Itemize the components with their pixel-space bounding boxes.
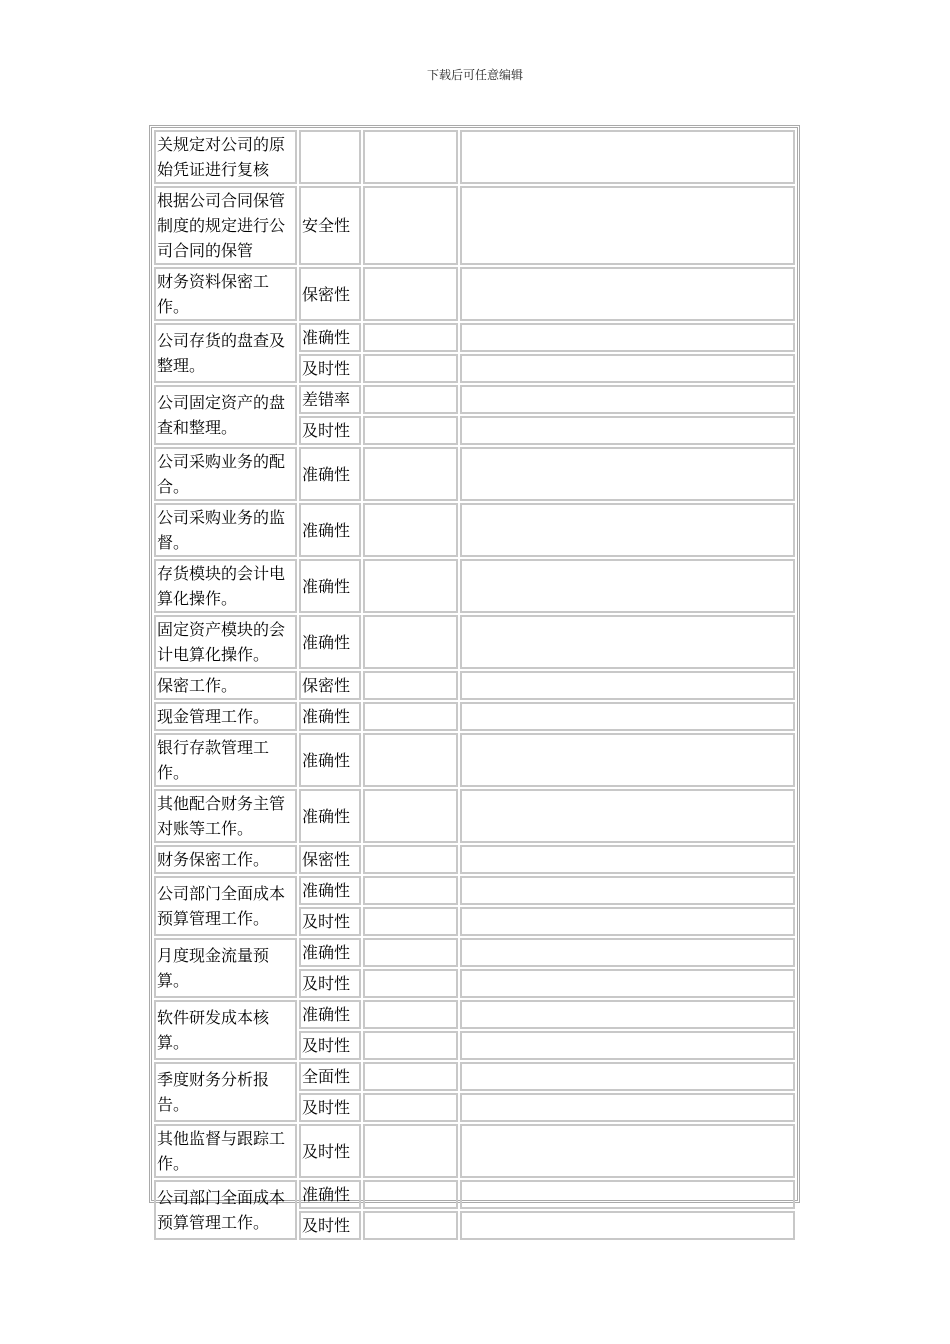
criteria-cell: 安全性 <box>299 186 361 265</box>
empty-cell <box>363 416 458 445</box>
table-row <box>154 267 795 321</box>
task-cell: 其他监督与跟踪工作。 <box>154 1124 297 1178</box>
criteria-cell: 准确性 <box>299 733 361 787</box>
empty-cell <box>460 1180 795 1209</box>
empty-cell <box>460 503 795 557</box>
criteria-cell: 准确性 <box>299 615 361 669</box>
empty-cell <box>460 1211 795 1240</box>
criteria-cell: 及时性 <box>299 354 361 383</box>
empty-cell <box>363 1211 458 1240</box>
task-cell: 公司部门全面成本预算管理工作。 <box>154 1180 297 1240</box>
criteria-cell: 保密性 <box>299 671 361 700</box>
task-cell: 公司采购业务的监督。 <box>154 503 297 557</box>
task-cell: 根据公司合同保管制度的规定进行公司合同的保管 <box>154 186 297 265</box>
empty-cell <box>460 385 795 414</box>
criteria-cell: 全面性 <box>299 1062 361 1091</box>
empty-cell <box>460 1000 795 1029</box>
criteria-cell: 准确性 <box>299 1000 361 1029</box>
empty-cell <box>460 447 795 501</box>
empty-cell <box>460 130 795 184</box>
empty-cell <box>460 733 795 787</box>
empty-cell <box>363 1031 458 1060</box>
empty-cell <box>363 1062 458 1091</box>
criteria-cell: 及时性 <box>299 1031 361 1060</box>
empty-cell <box>363 447 458 501</box>
task-cell: 财务资料保密工作。 <box>154 267 297 321</box>
empty-cell <box>460 702 795 731</box>
empty-cell <box>363 845 458 874</box>
table-row <box>154 1124 795 1178</box>
criteria-cell: 及时性 <box>299 969 361 998</box>
table-body <box>154 130 795 1240</box>
empty-cell <box>363 267 458 321</box>
empty-cell <box>363 559 458 613</box>
task-cell: 存货模块的会计电算化操作。 <box>154 559 297 613</box>
task-cell: 公司采购业务的配合。 <box>154 447 297 501</box>
criteria-cell: 及时性 <box>299 907 361 936</box>
task-cell: 固定资产模块的会计电算化操作。 <box>154 615 297 669</box>
criteria-cell: 准确性 <box>299 447 361 501</box>
empty-cell <box>363 733 458 787</box>
task-cell: 季度财务分析报告。 <box>154 1062 297 1122</box>
empty-cell <box>363 1180 458 1209</box>
criteria-cell <box>299 130 361 184</box>
criteria-cell: 及时性 <box>299 1093 361 1122</box>
criteria-cell: 及时性 <box>299 1124 361 1178</box>
table-row <box>154 845 795 874</box>
table-row <box>154 615 795 669</box>
criteria-cell: 准确性 <box>299 559 361 613</box>
table-row <box>154 447 795 501</box>
empty-cell <box>460 559 795 613</box>
task-cell: 保密工作。 <box>154 671 297 700</box>
task-cell: 关规定对公司的原始凭证进行复核 <box>154 130 297 184</box>
empty-cell <box>363 130 458 184</box>
task-cell: 其他配合财务主管对账等工作。 <box>154 789 297 843</box>
empty-cell <box>363 385 458 414</box>
empty-cell <box>460 1124 795 1178</box>
table-row <box>154 503 795 557</box>
empty-cell <box>460 1093 795 1122</box>
table-row <box>154 1062 795 1091</box>
task-cell: 现金管理工作。 <box>154 702 297 731</box>
empty-cell <box>460 186 795 265</box>
criteria-cell: 准确性 <box>299 876 361 905</box>
empty-cell <box>460 267 795 321</box>
task-cell: 公司存货的盘查及整理。 <box>154 323 297 383</box>
empty-cell <box>363 671 458 700</box>
empty-cell <box>363 615 458 669</box>
empty-cell <box>363 1000 458 1029</box>
empty-cell <box>363 1124 458 1178</box>
table-row <box>154 671 795 700</box>
criteria-cell: 准确性 <box>299 503 361 557</box>
criteria-cell: 差错率 <box>299 385 361 414</box>
criteria-cell: 准确性 <box>299 938 361 967</box>
empty-cell <box>460 671 795 700</box>
empty-cell <box>460 354 795 383</box>
empty-cell <box>460 845 795 874</box>
empty-cell <box>460 969 795 998</box>
assessment-table <box>149 125 800 1235</box>
table-row <box>154 1180 795 1209</box>
table-row <box>154 186 795 265</box>
table-row <box>154 1000 795 1029</box>
table-row <box>154 938 795 967</box>
table-row <box>154 559 795 613</box>
criteria-cell: 准确性 <box>299 702 361 731</box>
page-header-note: 下载后可任意编辑 <box>426 68 523 82</box>
table-row <box>154 323 795 352</box>
criteria-cell: 及时性 <box>299 1211 361 1240</box>
empty-cell <box>363 876 458 905</box>
empty-cell <box>363 503 458 557</box>
empty-cell <box>363 1093 458 1122</box>
criteria-cell: 保密性 <box>299 267 361 321</box>
empty-cell <box>363 969 458 998</box>
table-row <box>154 876 795 905</box>
empty-cell <box>363 938 458 967</box>
empty-cell <box>460 789 795 843</box>
empty-cell <box>460 1062 795 1091</box>
criteria-cell: 保密性 <box>299 845 361 874</box>
table-row <box>154 702 795 731</box>
table-row <box>154 733 795 787</box>
task-cell: 财务保密工作。 <box>154 845 297 874</box>
table-row <box>154 789 795 843</box>
criteria-cell: 准确性 <box>299 323 361 352</box>
table-row <box>154 130 795 184</box>
task-cell: 银行存款管理工作。 <box>154 733 297 787</box>
table-row <box>154 385 795 414</box>
empty-cell <box>363 702 458 731</box>
empty-cell <box>460 416 795 445</box>
empty-cell <box>363 323 458 352</box>
empty-cell <box>363 789 458 843</box>
task-cell: 月度现金流量预算。 <box>154 938 297 998</box>
criteria-cell: 及时性 <box>299 416 361 445</box>
task-cell: 公司部门全面成本预算管理工作。 <box>154 876 297 936</box>
empty-cell <box>363 354 458 383</box>
empty-cell <box>363 907 458 936</box>
empty-cell <box>460 876 795 905</box>
empty-cell <box>460 1031 795 1060</box>
empty-cell <box>460 907 795 936</box>
empty-cell <box>363 186 458 265</box>
empty-cell <box>460 323 795 352</box>
criteria-cell: 准确性 <box>299 789 361 843</box>
empty-cell <box>460 615 795 669</box>
criteria-cell: 准确性 <box>299 1180 361 1209</box>
empty-cell <box>460 938 795 967</box>
task-cell: 公司固定资产的盘查和整理。 <box>154 385 297 445</box>
task-cell: 软件研发成本核算。 <box>154 1000 297 1060</box>
